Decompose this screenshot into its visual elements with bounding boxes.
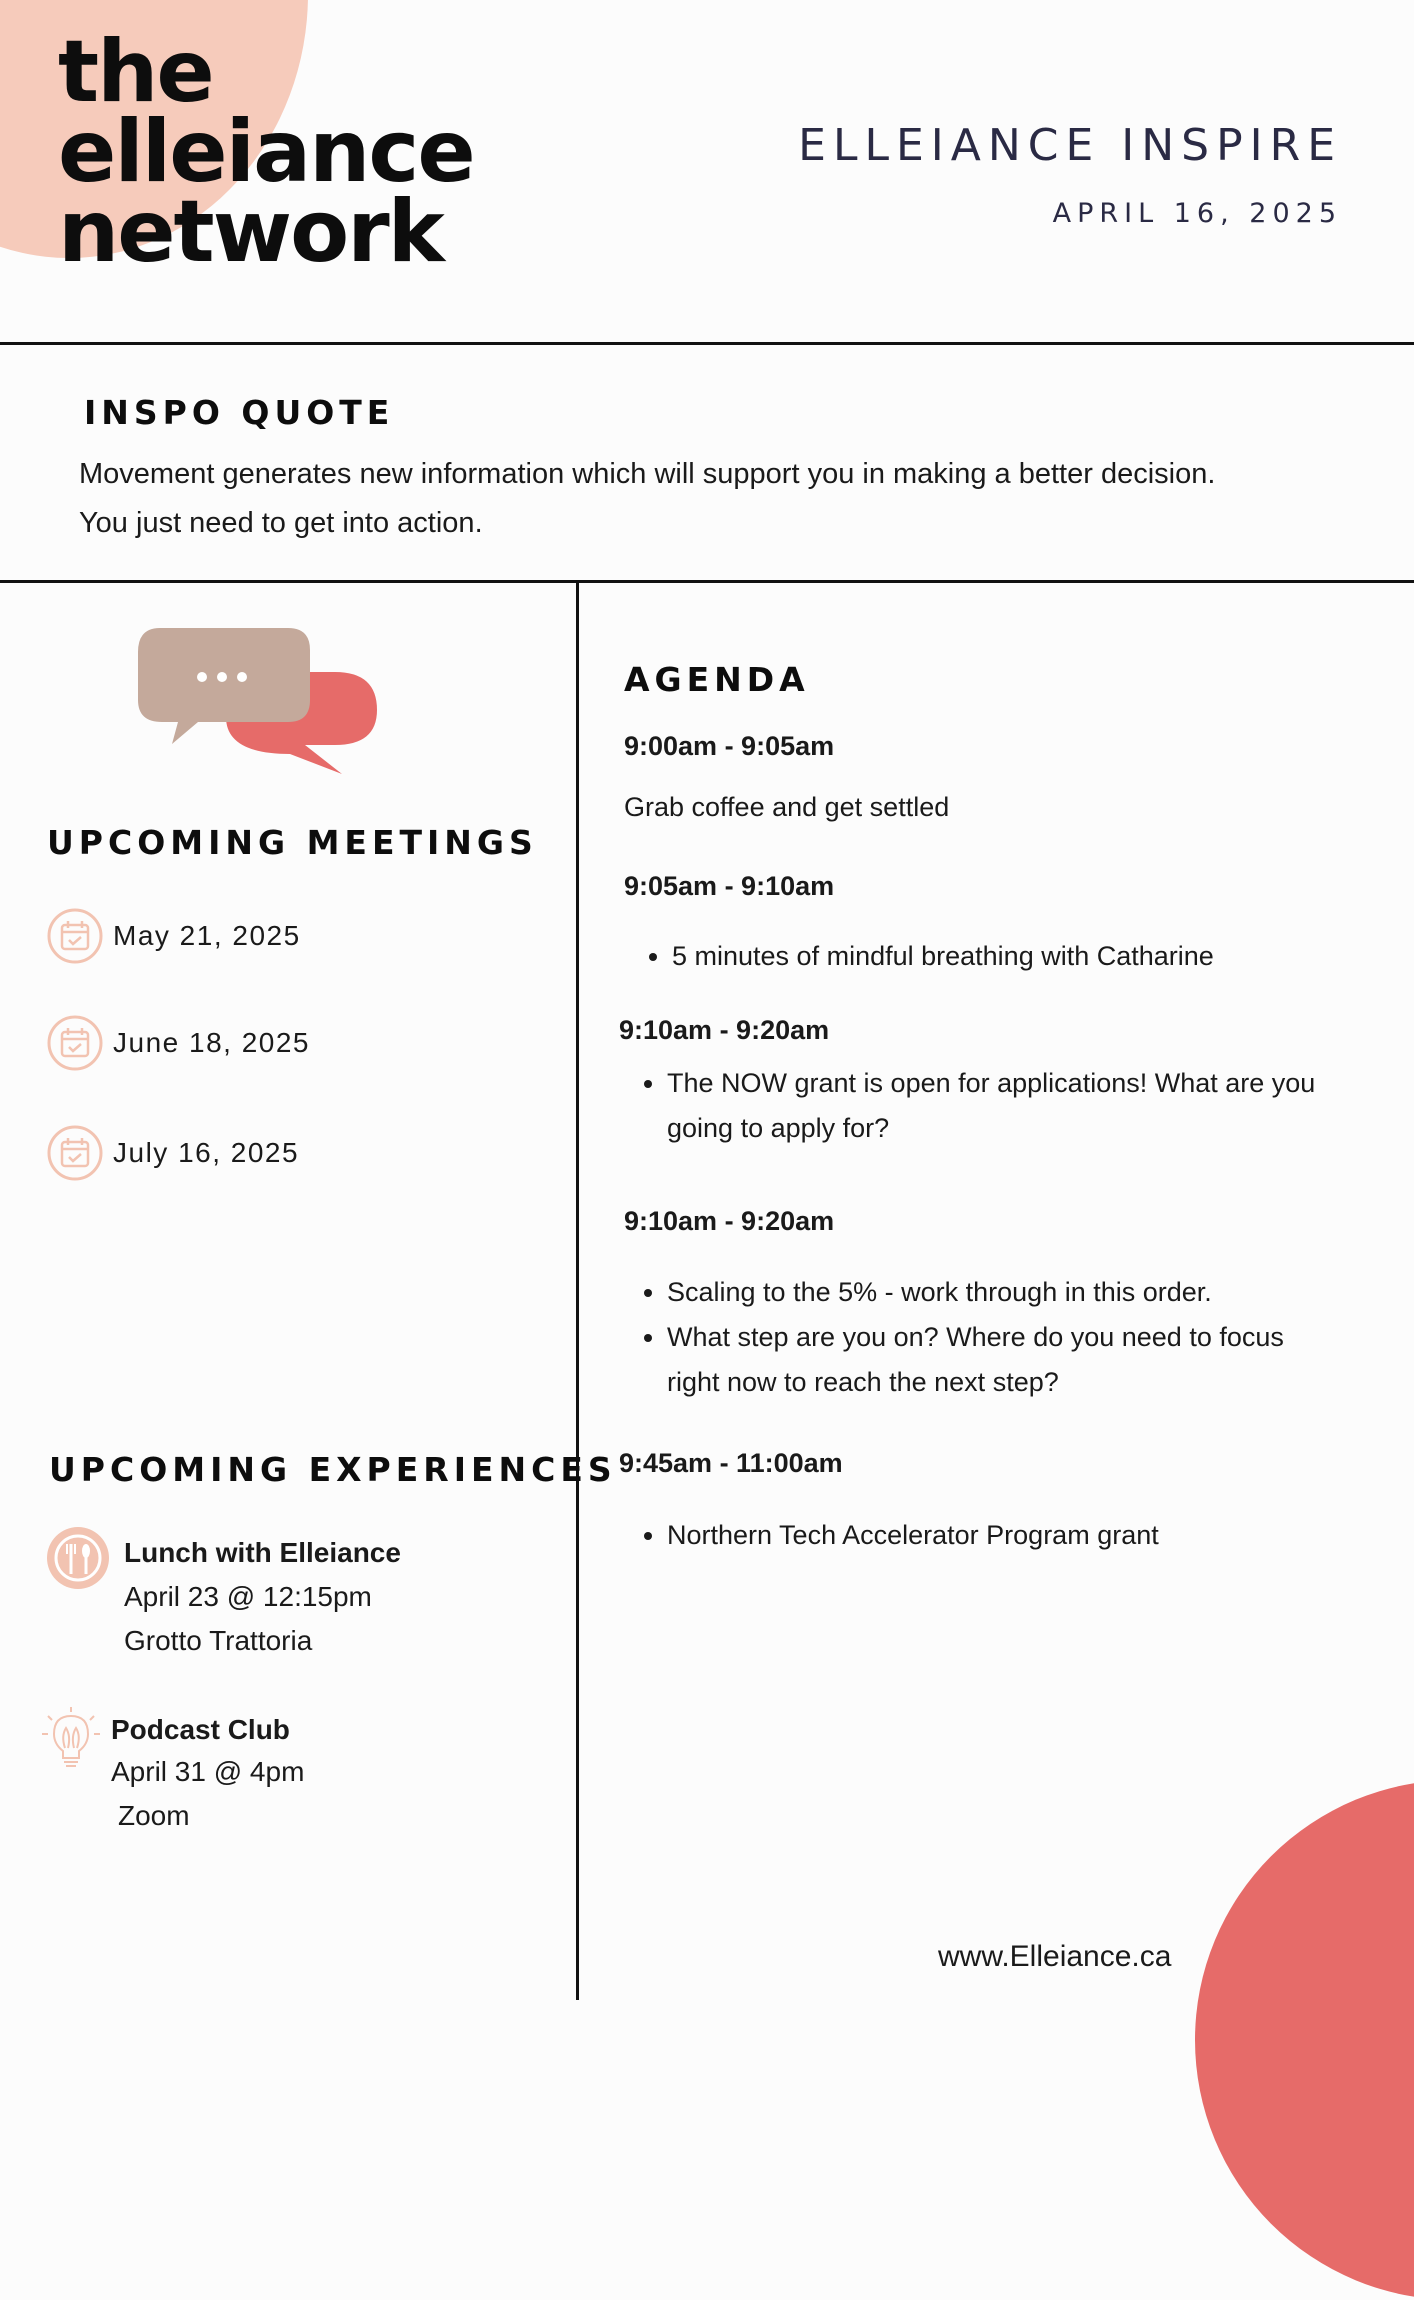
agenda-bullet: • 5 minutes of mindful breathing with Catharine (672, 934, 1384, 979)
agenda-slot-bullets (621, 1270, 1341, 1405)
meeting-item (47, 906, 301, 966)
logo-line-2: elleiance (58, 102, 474, 202)
logo-line-1: the (58, 22, 213, 122)
meeting-item (47, 1123, 299, 1183)
chat-bubbles-icon (130, 622, 385, 797)
experience-title: Podcast Club (111, 1714, 290, 1745)
agenda-bullet: • The NOW grant is open for applications! What are you going to apply for? (667, 1061, 1341, 1151)
agenda-bullet: • Northern Tech Accelerator Program grant (667, 1513, 1341, 1558)
header-divider (0, 342, 1414, 345)
experience-when: April 31 @ 4pm (111, 1756, 305, 1787)
quote-text: Movement generates new information which will support you in making a better decision. You just need to get into action. (79, 458, 1216, 539)
agenda-slot-bullets (624, 934, 1384, 979)
experiences-heading: UPCOMING EXPERIENCES (49, 1450, 617, 1489)
agenda-slot-time: 9:05am - 9:10am (624, 871, 835, 901)
quote-heading: INSPO QUOTE (84, 393, 395, 432)
meetings-heading: UPCOMING MEETINGS (47, 823, 538, 862)
experience-where: Grotto Trattoria (124, 1625, 313, 1656)
experience-where: Zoom (118, 1800, 190, 1831)
agenda-bullet: • What step are you on? Where do you need to focus right now to reach the next step? (667, 1315, 1341, 1405)
logo-line-3: network (58, 182, 443, 282)
calendar-icon (47, 1015, 103, 1071)
event-date: APRIL 16, 2025 (1052, 198, 1342, 229)
agenda-slot-bullets (621, 1513, 1341, 1558)
calendar-icon (47, 908, 103, 964)
agenda-slot-time: 9:00am - 9:05am (624, 731, 835, 761)
experience-item (111, 1714, 304, 1838)
agenda-bullet: • Scaling to the 5% - work through in this order. (667, 1270, 1341, 1315)
meeting-date: May 21, 2025 (113, 920, 301, 951)
agenda-slot-time: 9:45am - 11:00am (619, 1448, 843, 1478)
meeting-date: July 16, 2025 (113, 1137, 300, 1168)
agenda-slot-time: 9:10am - 9:20am (619, 1015, 830, 1045)
coral-circle-decoration (1195, 1780, 1414, 2300)
column-divider (576, 581, 579, 2000)
experience-when: April 23 @ 12:15pm (124, 1581, 372, 1612)
experience-item (124, 1537, 401, 1663)
calendar-icon (47, 1125, 103, 1181)
agenda-slot-bullets (621, 1061, 1341, 1151)
website-link[interactable]: www.Elleiance.ca (938, 1940, 1172, 1973)
event-title: ELLEIANCE INSPIRE (798, 120, 1342, 171)
meeting-item (47, 1013, 310, 1073)
lightbulb-icon (40, 1706, 102, 1776)
experience-title: Lunch with Elleiance (124, 1537, 401, 1568)
meeting-date: June 18, 2025 (113, 1027, 310, 1058)
agenda-slot-text: Grab coffee and get settled (624, 792, 950, 822)
agenda-heading: AGENDA (624, 660, 810, 699)
restaurant-icon (47, 1527, 109, 1589)
agenda-slot-time: 9:10am - 9:20am (624, 1206, 835, 1236)
brand-logo (58, 22, 474, 282)
quote-divider (0, 580, 1414, 583)
